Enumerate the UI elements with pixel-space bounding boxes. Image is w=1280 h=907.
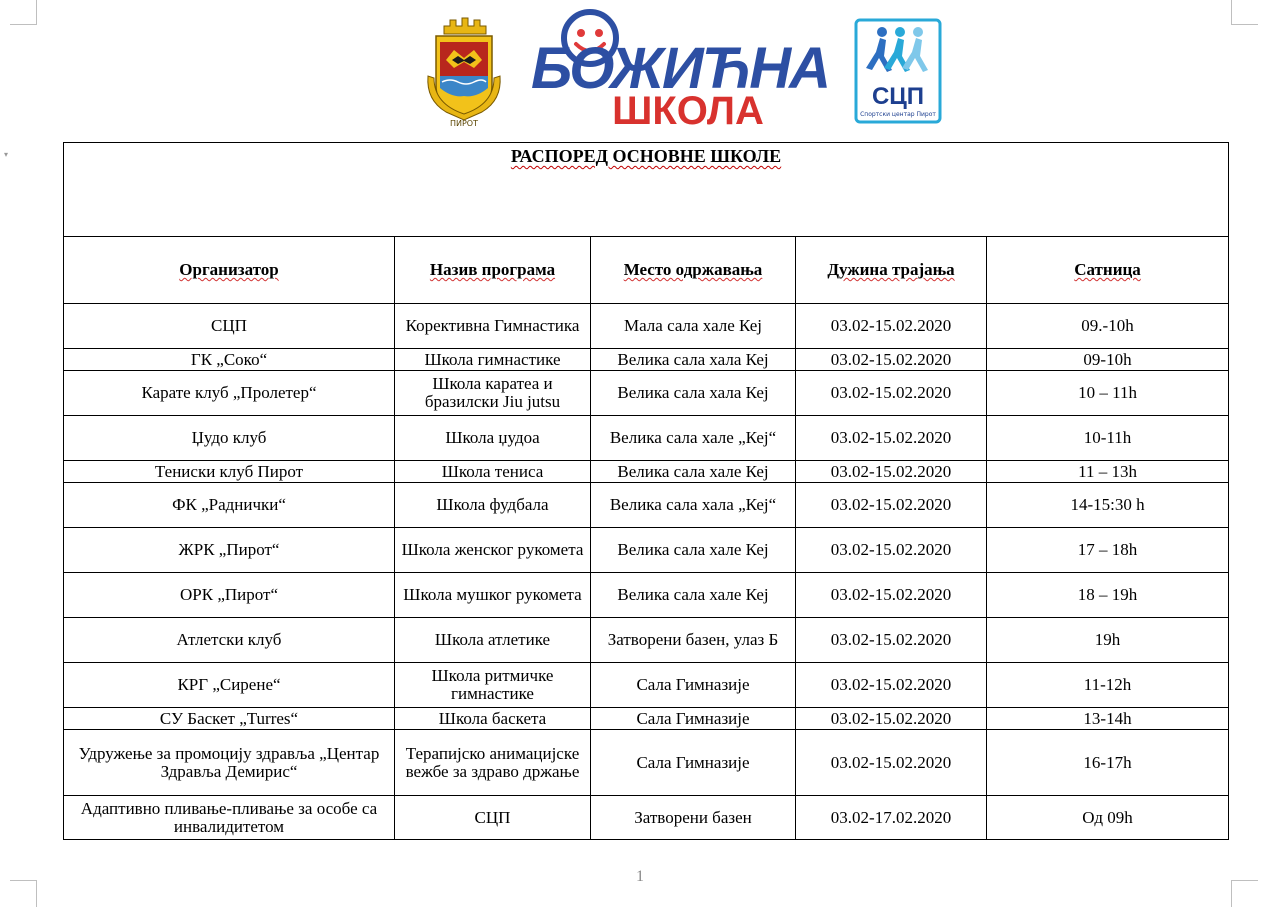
cell-place: Велика сала хале Кеј xyxy=(591,461,796,483)
cell-program: Школа ритмичке гимнастике xyxy=(395,663,591,708)
ruler-marker-icon: ▾ xyxy=(4,150,9,159)
svg-text:СЦП: СЦП xyxy=(871,83,925,110)
cell-program: Терапијско анимацијске вежбе за здраво држање xyxy=(395,730,591,796)
cell-place: Велика сала хала Кеј xyxy=(591,371,796,416)
cell-duration: 03.02-15.02.2020 xyxy=(796,371,987,416)
table-row xyxy=(64,573,1229,618)
page-title[interactable]: РАСПОРЕД ОСНОВНЕ ШКОЛЕ xyxy=(510,146,782,166)
column-header-program: Назив програма xyxy=(395,237,591,304)
cell-organizer: ФК „Раднички“ xyxy=(64,483,395,528)
cell-place: Велика сала хала „Кеј“ xyxy=(591,483,796,528)
svg-text:ПИРОТ: ПИРОТ xyxy=(449,119,479,128)
scp-sports-center-logo xyxy=(854,18,942,124)
cell-program: Корективна Гимнастика xyxy=(395,304,591,349)
cell-time: 17 – 18h xyxy=(987,528,1229,573)
cell-time: 16-17h xyxy=(987,730,1229,796)
cell-duration: 03.02-17.02.2020 xyxy=(796,796,987,840)
cell-organizer: ГК „Соко“ xyxy=(64,349,395,371)
cell-program: Школа атлетике xyxy=(395,618,591,663)
cell-program: Школа баскета xyxy=(395,708,591,730)
cell-time: 14-15:30 h xyxy=(987,483,1229,528)
svg-text:ШКОЛА: ШКОЛА xyxy=(612,89,764,132)
cell-duration: 03.02-15.02.2020 xyxy=(796,663,987,708)
cell-duration: 03.02-15.02.2020 xyxy=(796,483,987,528)
table-row xyxy=(64,796,1229,840)
cell-program: Школа тениса xyxy=(395,461,591,483)
header-logos xyxy=(0,4,1280,132)
cell-time: 11-12h xyxy=(987,663,1229,708)
table-row xyxy=(64,618,1229,663)
cell-place: Сала Гимназије xyxy=(591,708,796,730)
cell-duration: 03.02-15.02.2020 xyxy=(796,304,987,349)
cell-program: СЦП xyxy=(395,796,591,840)
column-header-organizer: Организатор xyxy=(64,237,395,304)
table-row xyxy=(64,663,1229,708)
cell-duration: 03.02-15.02.2020 xyxy=(796,730,987,796)
table-row xyxy=(64,304,1229,349)
svg-text:Спортски центар Пирот: Спортски центар Пирот xyxy=(860,111,936,118)
cell-time: Од 09h xyxy=(987,796,1229,840)
cell-program: Школа женског рукомета xyxy=(395,528,591,573)
table-row xyxy=(64,461,1229,483)
table-row xyxy=(64,349,1229,371)
table-row xyxy=(64,708,1229,730)
cell-time: 19h xyxy=(987,618,1229,663)
table-row xyxy=(64,483,1229,528)
cell-time: 13-14h xyxy=(987,708,1229,730)
cell-time: 10-11h xyxy=(987,416,1229,461)
cell-organizer: Атлетски клуб xyxy=(64,618,395,663)
column-header-place: Место одржавања xyxy=(591,237,796,304)
cell-organizer: Џудо клуб xyxy=(64,416,395,461)
cell-time: 09.-10h xyxy=(987,304,1229,349)
table-row xyxy=(64,371,1229,416)
bozicna-skola-logo xyxy=(528,4,832,132)
cell-time: 09-10h xyxy=(987,349,1229,371)
cell-organizer: СУ Баскет „Turres“ xyxy=(64,708,395,730)
cell-program: Школа џудоа xyxy=(395,416,591,461)
cell-place: Затворени базен, улаз Б xyxy=(591,618,796,663)
cell-place: Сала Гимназије xyxy=(591,663,796,708)
cell-duration: 03.02-15.02.2020 xyxy=(796,573,987,618)
cell-duration: 03.02-15.02.2020 xyxy=(796,461,987,483)
cell-duration: 03.02-15.02.2020 xyxy=(796,349,987,371)
table-row xyxy=(64,528,1229,573)
column-header-time: Сатница xyxy=(987,237,1229,304)
cell-organizer: КРГ „Сирене“ xyxy=(64,663,395,708)
cell-place: Велика сала хала Кеј xyxy=(591,349,796,371)
cell-place: Мала сала хале Кеј xyxy=(591,304,796,349)
cell-organizer: Удружење за промоцију здравља „Центар Здравља Демирис“ xyxy=(64,730,395,796)
cell-place: Велика сала хале „Кеј“ xyxy=(591,416,796,461)
cell-time: 11 – 13h xyxy=(987,461,1229,483)
cell-time: 18 – 19h xyxy=(987,573,1229,618)
cell-organizer: ЖРК „Пирот“ xyxy=(64,528,395,573)
cell-program: Школа каратеа и бразилски Jiu jutsu xyxy=(395,371,591,416)
cell-organizer: СЦП xyxy=(64,304,395,349)
cell-organizer: Тениски клуб Пирот xyxy=(64,461,395,483)
column-header-duration: Дужина трајања xyxy=(796,237,987,304)
page-number: 1 xyxy=(636,868,644,885)
cell-organizer: Адаптивно пливање-пливање за особе са инвалидитетом xyxy=(64,796,395,840)
cell-program: Школа мушког рукомета xyxy=(395,573,591,618)
schedule-table xyxy=(63,142,1229,840)
cell-time: 10 – 11h xyxy=(987,371,1229,416)
cell-organizer: Карате клуб „Пролетер“ xyxy=(64,371,395,416)
title-row xyxy=(64,143,1229,237)
cell-organizer: ОРК „Пирот“ xyxy=(64,573,395,618)
cell-duration: 03.02-15.02.2020 xyxy=(796,708,987,730)
svg-text:БОЖИЋНА: БОЖИЋНА xyxy=(531,36,829,101)
cell-place: Сала Гимназије xyxy=(591,730,796,796)
cell-place: Затворени базен xyxy=(591,796,796,840)
cell-duration: 03.02-15.02.2020 xyxy=(796,618,987,663)
cell-duration: 03.02-15.02.2020 xyxy=(796,416,987,461)
pirot-coat-of-arms-logo xyxy=(424,16,504,128)
cell-program: Школа гимнастике xyxy=(395,349,591,371)
cell-program: Школа фудбала xyxy=(395,483,591,528)
cell-place: Велика сала хале Кеј xyxy=(591,528,796,573)
title-cell xyxy=(64,143,1229,237)
cell-place: Велика сала хале Кеј xyxy=(591,573,796,618)
header-row xyxy=(64,237,1229,304)
table-row xyxy=(64,416,1229,461)
table-row xyxy=(64,730,1229,796)
cell-duration: 03.02-15.02.2020 xyxy=(796,528,987,573)
